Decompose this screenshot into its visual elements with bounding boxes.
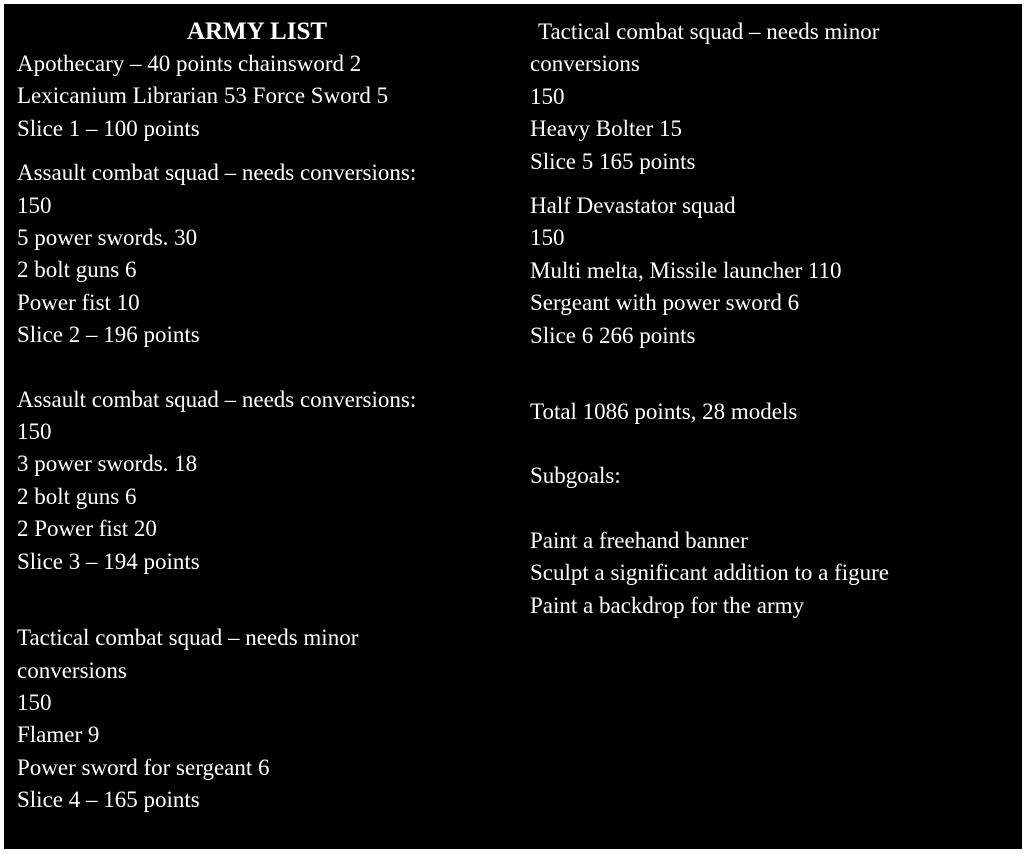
tactical-squad-2-section bbox=[530, 16, 1010, 178]
document-title: ARMY LIST bbox=[186, 18, 328, 45]
assault-squad-2-base: 150 bbox=[17, 419, 52, 445]
assault-squad-1-section bbox=[17, 157, 517, 351]
assault-squad-2-power-fists: 2 Power fist 20 bbox=[17, 516, 157, 542]
assault-squad-2-bolt-guns: 2 bolt guns 6 bbox=[17, 483, 137, 509]
tactical-squad-2-heading-cont: conversions bbox=[530, 51, 640, 77]
tactical-squad-1-power-sword: Power sword for sergeant 6 bbox=[17, 754, 270, 780]
army-list-document bbox=[4, 4, 1022, 849]
assault-squad-1-power-swords: 5 power swords. 30 bbox=[17, 225, 198, 251]
assault-squad-2-heading: Assault combat squad – needs conversions: bbox=[17, 386, 417, 412]
devastator-squad-base: 150 bbox=[530, 225, 565, 251]
assault-squad-1-power-fist: Power fist 10 bbox=[17, 289, 140, 315]
subgoal-item-sculpt: Sculpt a significant addition to a figure bbox=[530, 560, 889, 586]
tactical-squad-2-heading: Tactical combat squad – needs minor bbox=[538, 19, 880, 44]
tactical-squad-2-base: 150 bbox=[530, 83, 565, 109]
devastator-squad-heading: Half Devastator squad bbox=[530, 193, 736, 219]
assault-squad-1-slice-total: Slice 2 – 196 points bbox=[17, 322, 200, 348]
assault-squad-1-base: 150 bbox=[17, 192, 52, 218]
devastator-squad-section bbox=[530, 190, 1010, 352]
tactical-squad-1-heading-cont: conversions bbox=[17, 657, 127, 683]
tactical-squad-1-heading: Tactical combat squad – needs minor bbox=[17, 625, 359, 651]
hq-section bbox=[17, 48, 517, 145]
tactical-squad-1-base: 150 bbox=[17, 689, 52, 715]
subgoals-list bbox=[530, 525, 1010, 622]
assault-squad-2-power-swords: 3 power swords. 18 bbox=[17, 451, 198, 477]
right-column bbox=[530, 16, 1010, 622]
subgoal-item-banner: Paint a freehand banner bbox=[530, 527, 748, 553]
left-column bbox=[17, 16, 517, 817]
assault-squad-1-heading: Assault combat squad – needs conversions: bbox=[17, 160, 417, 186]
tactical-squad-1-flamer: Flamer 9 bbox=[17, 722, 100, 748]
subgoals-heading: Subgoals: bbox=[530, 463, 621, 489]
devastator-squad-slice-total: Slice 6 266 points bbox=[530, 322, 696, 348]
tactical-squad-2-heavy-bolter: Heavy Bolter 15 bbox=[530, 116, 683, 142]
tactical-squad-1-slice-total: Slice 4 – 165 points bbox=[17, 787, 200, 813]
hq-line-apothecary: Apothecary – 40 points chainsword 2 bbox=[17, 51, 362, 76]
assault-squad-1-bolt-guns: 2 bolt guns 6 bbox=[17, 257, 137, 283]
devastator-squad-heavy-weapons: Multi melta, Missile launcher 110 bbox=[530, 257, 842, 283]
assault-squad-2-section bbox=[17, 384, 517, 578]
tactical-squad-2-slice-total: Slice 5 165 points bbox=[530, 148, 696, 174]
army-total: Total 1086 points, 28 models bbox=[530, 399, 798, 425]
assault-squad-2-slice-total: Slice 3 – 194 points bbox=[17, 548, 200, 574]
hq-line-librarian: Lexicanium Librarian 53 Force Sword 5 bbox=[17, 83, 389, 109]
subgoal-item-backdrop: Paint a backdrop for the army bbox=[530, 592, 804, 618]
hq-slice-total: Slice 1 – 100 points bbox=[17, 115, 200, 141]
tactical-squad-1-section bbox=[17, 622, 517, 816]
devastator-squad-sergeant: Sergeant with power sword 6 bbox=[530, 290, 800, 316]
